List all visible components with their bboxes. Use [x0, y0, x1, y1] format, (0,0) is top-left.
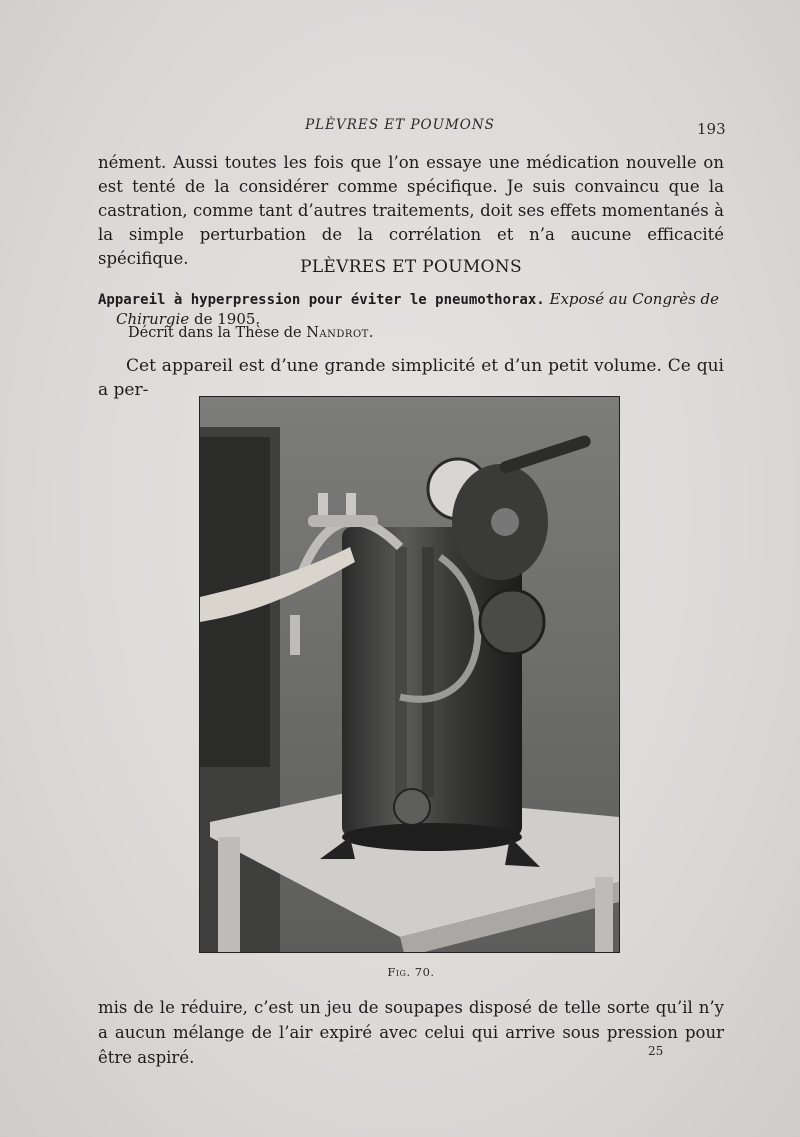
figure-caption: Fig. 70.	[387, 965, 435, 979]
author-name: Nandrot.	[306, 325, 374, 341]
entry-title: Appareil à hyperpression pour éviter le pneumothorax.	[98, 292, 545, 308]
bibliography-entry	[98, 290, 728, 329]
signature-mark: 25	[648, 1044, 664, 1058]
entry-description	[128, 325, 374, 341]
page-number: 193	[697, 120, 726, 138]
described-prefix: Décrit dans la Thèse de	[128, 325, 302, 341]
figure-photograph	[199, 396, 620, 953]
entry-exposed: Exposé au Congrès de	[549, 290, 720, 308]
running-head: PLÈVRES ET POUMONS	[305, 117, 495, 133]
paragraph-1: nément. Aussi toutes les fois que l’on essaye une médication nouvelle on est tenté de la considérer comme spécifique. Je suis convaincu que la castration, comme tant d’autres traitements, doit ses effets momentanés à la simple perturbation de la corrélation et n’a aucune efficacité spécifique.	[98, 153, 724, 268]
apparatus-illustration	[200, 397, 619, 952]
entry-congress: Chirurgie	[116, 310, 190, 328]
entry-year: de 1905.	[194, 310, 261, 328]
paragraph-3: mis de le réduire, c’est un jeu de soupapes disposé de telle sorte qu’il n’y a aucun mélange de l’air expiré avec celui qui arrive sous pression pour être aspiré.	[98, 998, 724, 1067]
section-title: PLÈVRES ET POUMONS	[300, 257, 522, 277]
paragraph-2: Cet appareil est d’une grande simplicité et d’un petit volume. Ce qui a per-	[98, 356, 724, 400]
